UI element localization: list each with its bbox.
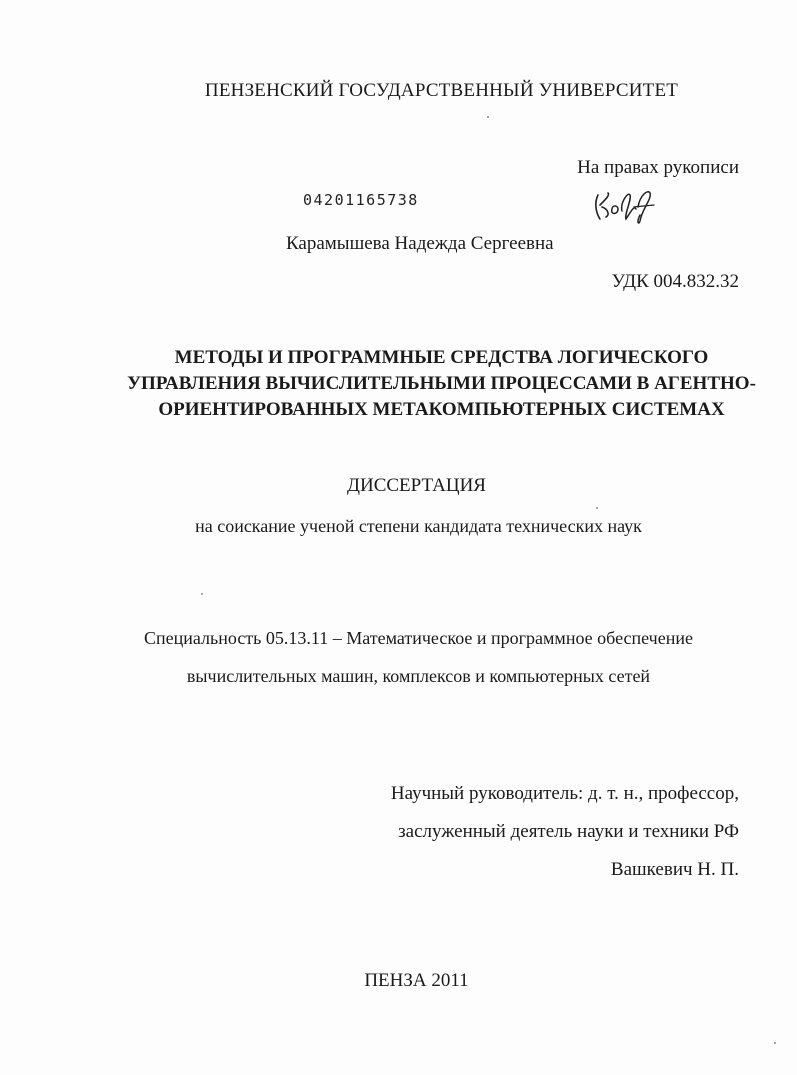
dissertation-title	[0, 345, 797, 423]
scan-speck	[201, 593, 203, 595]
scan-speck	[596, 507, 598, 509]
university-name: ПЕНЗЕНСКИЙ ГОСУДАРСТВЕННЫЙ УНИВЕРСИТЕТ	[204, 80, 679, 101]
supervisor-title: Научный руководитель: д. т. н., профессор,	[390, 783, 739, 804]
title-line-1: МЕТОДЫ И ПРОГРАММНЫЕ СРЕДСТВА ЛОГИЧЕСКОГО	[174, 347, 709, 368]
degree-line: на соискание ученой степени кандидата технических наук	[195, 516, 642, 536]
manuscript-rights-label: На правах рукописи	[577, 157, 739, 178]
udk-code: УДК 004.832.32	[611, 271, 739, 292]
supervisor-name: Вашкевич Н. П.	[610, 859, 739, 880]
author-name: Карамышева Надежда Сергеевна	[286, 233, 554, 254]
supervisor-honor: заслуженный деятель науки и техники РФ	[398, 821, 739, 842]
specialty-line-1: Специальность 05.13.11 – Математическое и программное обеспечение	[144, 628, 693, 648]
handwritten-signature	[590, 185, 660, 225]
inventory-number: 04201165738	[303, 191, 419, 209]
specialty-line-2: вычислительных машин, комплексов и компьютерных сетей	[186, 666, 651, 686]
document-type: ДИССЕРТАЦИЯ	[347, 475, 486, 496]
scan-speck	[774, 1042, 776, 1044]
title-line-2: УПРАВЛЕНИЯ ВЫЧИСЛИТЕЛЬНЫМИ ПРОЦЕССАМИ В АГЕНТНО-	[127, 373, 756, 394]
scan-speck	[487, 116, 489, 118]
city-year: ПЕНЗА 2011	[364, 970, 469, 991]
title-line-3: ОРИЕНТИРОВАННЫХ МЕТАКОМПЬЮТЕРНЫХ СИСТЕМАХ	[158, 399, 725, 420]
